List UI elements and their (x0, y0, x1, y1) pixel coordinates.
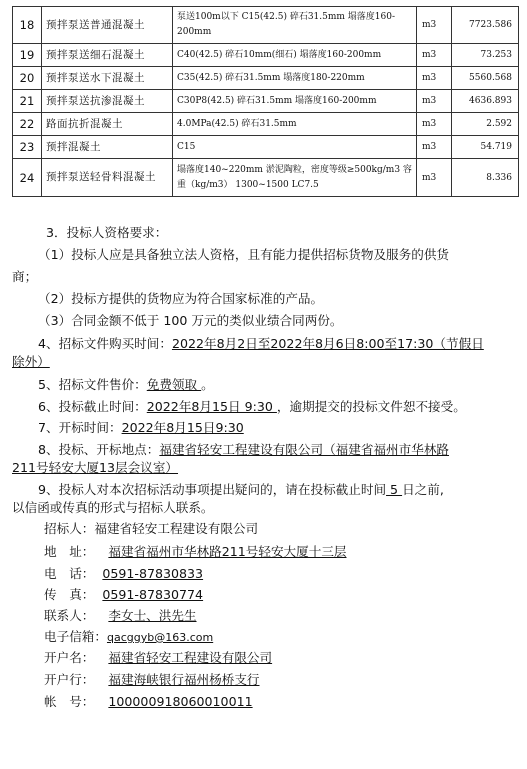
unit: m3 (417, 7, 452, 44)
materials-table (12, 6, 519, 197)
unit: m3 (417, 90, 452, 113)
doc-price-suffix: 。 (201, 377, 214, 392)
table-row (13, 90, 519, 113)
email-line (44, 628, 527, 646)
material-name: 预拌泵送普通混凝土 (42, 7, 173, 44)
quantity: 73.253 (452, 44, 519, 67)
purchase-time-line2 (12, 353, 518, 370)
material-spec: C15 (173, 136, 417, 159)
unit: m3 (417, 67, 452, 90)
material-name: 路面抗折混凝土 (42, 113, 173, 136)
purchase-time-value-cont: 除外） (12, 354, 50, 369)
quantity: 8.336 (452, 159, 519, 197)
material-name: 预拌泵送抗渗混凝土 (42, 90, 173, 113)
phone-value: 0591-87830833 (102, 566, 204, 581)
tenderer-line (44, 520, 527, 537)
row-number: 19 (13, 44, 42, 67)
doc-price-line (38, 376, 527, 393)
section3-item3: （3）合同金额不低于 100 万元的类似业绩合同两份。 (38, 313, 343, 328)
account-name-label: 开户名： (44, 650, 95, 665)
account-name-line (44, 649, 527, 666)
location-value: 福建省轻安工程建设有限公司（福建省福州市华林路 (159, 442, 450, 457)
table-row (13, 113, 519, 136)
fax-line (44, 586, 527, 603)
section3-item2: （2）投标方提供的货物应为符合国家标准的产品。 (38, 291, 324, 306)
material-spec: C35(42.5) 碎石31.5mm 塌落度180-220mm (173, 67, 417, 90)
material-name: 预拌混凝土 (42, 136, 173, 159)
fax-value: 0591-87830774 (102, 587, 204, 602)
bid-deadline-label: 6、投标截止时间： (38, 399, 147, 414)
phone-line (44, 565, 527, 582)
contact-person-line (44, 607, 527, 624)
location-line (38, 441, 527, 458)
material-spec: C30P8(42.5) 碎石31.5mm 塌落度160-200mm (173, 90, 417, 113)
row-number: 23 (13, 136, 42, 159)
quantity: 2.592 (452, 113, 519, 136)
email-value: qacggyb@163.com (106, 631, 214, 644)
section3-heading: 3．投标人资格要求： (46, 225, 168, 240)
purchase-time-value: 2022年8月2日至2022年8月6日8:00至17:30（节假日 (171, 336, 484, 351)
bid-deadline-line (38, 398, 527, 415)
tenderer-value: 福建省轻安工程建设有限公司 (94, 521, 259, 536)
fax-label: 传 真： (44, 587, 95, 602)
tenderer-label: 招标人： (44, 521, 95, 536)
account-number-value: 100000918060010011 (108, 694, 253, 709)
material-name: 预拌泵送水下混凝土 (42, 67, 173, 90)
purchase-time-label: 4、招标文件购买时间： (38, 336, 172, 351)
section3-item1-line2: 商； (12, 269, 38, 284)
location-label: 8、投标、开标地点： (38, 442, 160, 457)
account-name-value: 福建省轻安工程建设有限公司 (108, 650, 273, 665)
table-row (13, 159, 519, 197)
unit: m3 (417, 159, 452, 197)
material-name: 预拌泵送细石混凝土 (42, 44, 173, 67)
material-spec: C40(42.5) 碎石10mm(细石) 塌落度160-200mm (173, 44, 417, 67)
table-row (13, 136, 519, 159)
location-line2 (12, 459, 518, 476)
address-value: 福建省福州市华林路211号轻安大厦十三层 (108, 544, 347, 559)
material-spec: 塌落度140~220mm 淤泥陶粒，密度等级≥500kg/m3 容重（kg/m3） 1300~1500 LC7.5 (173, 159, 417, 197)
opening-time-value: 2022年8月15日9:30 (121, 420, 244, 435)
inquiry-text: 9、投标人对本次招标活动事项提出疑问的，请在投标截止时间 (38, 482, 387, 497)
table-row (13, 44, 519, 67)
material-spec: 泵送100m以下 C15(42.5) 碎石31.5mm 塌落度160-200mm (173, 7, 417, 44)
account-number-label: 帐 号： (44, 694, 95, 709)
table-row (13, 67, 519, 90)
bid-deadline-value: 2022年8月15日 9:30 (146, 399, 277, 414)
quantity: 4636.893 (452, 90, 519, 113)
material-name: 预拌泵送轻骨料混凝土 (42, 159, 173, 197)
doc-price-value: 免费领取 (146, 377, 202, 392)
section3-item1-line1: （1）投标人应是具备独立法人资格，且有能力提供招标货物及服务的供货 (38, 247, 450, 262)
doc-price-label: 5、招标文件售价： (38, 377, 147, 392)
inquiry-days: 5 (386, 482, 403, 497)
bank-value: 福建海峡银行福州杨桥支行 (108, 672, 260, 687)
row-number: 24 (13, 159, 42, 197)
opening-time-label: 7、开标时间： (38, 420, 122, 435)
address-line (44, 543, 527, 560)
location-value-cont: 211号轻安大厦13层会议室） (12, 460, 179, 475)
contact-person-label: 联系人： (44, 608, 95, 623)
opening-time-line (38, 419, 527, 436)
inquiry-suffix: 日之前, (402, 482, 444, 497)
material-spec: 4.0MPa(42.5) 碎石31.5mm (173, 113, 417, 136)
quantity: 54.719 (452, 136, 519, 159)
contact-person-value: 李女士、洪先生 (108, 608, 197, 623)
unit: m3 (417, 113, 452, 136)
inquiry-line (38, 481, 527, 498)
purchase-time-line (38, 335, 527, 352)
row-number: 22 (13, 113, 42, 136)
email-label: 电子信箱： (44, 629, 107, 644)
table-row (13, 7, 519, 44)
phone-label: 电 话： (44, 566, 95, 581)
inquiry-line2: 以信函或传真的形式与招标人联系。 (12, 500, 214, 515)
unit: m3 (417, 136, 452, 159)
bank-label: 开户行： (44, 672, 95, 687)
bid-deadline-suffix: ，逾期提交的投标文件恕不接受。 (276, 399, 466, 414)
bank-line (44, 671, 527, 688)
quantity: 5560.568 (452, 67, 519, 90)
row-number: 21 (13, 90, 42, 113)
row-number: 20 (13, 67, 42, 90)
quantity: 7723.586 (452, 7, 519, 44)
account-number-line (44, 693, 527, 710)
row-number: 18 (13, 7, 42, 44)
address-label: 地 址： (44, 544, 95, 559)
unit: m3 (417, 44, 452, 67)
